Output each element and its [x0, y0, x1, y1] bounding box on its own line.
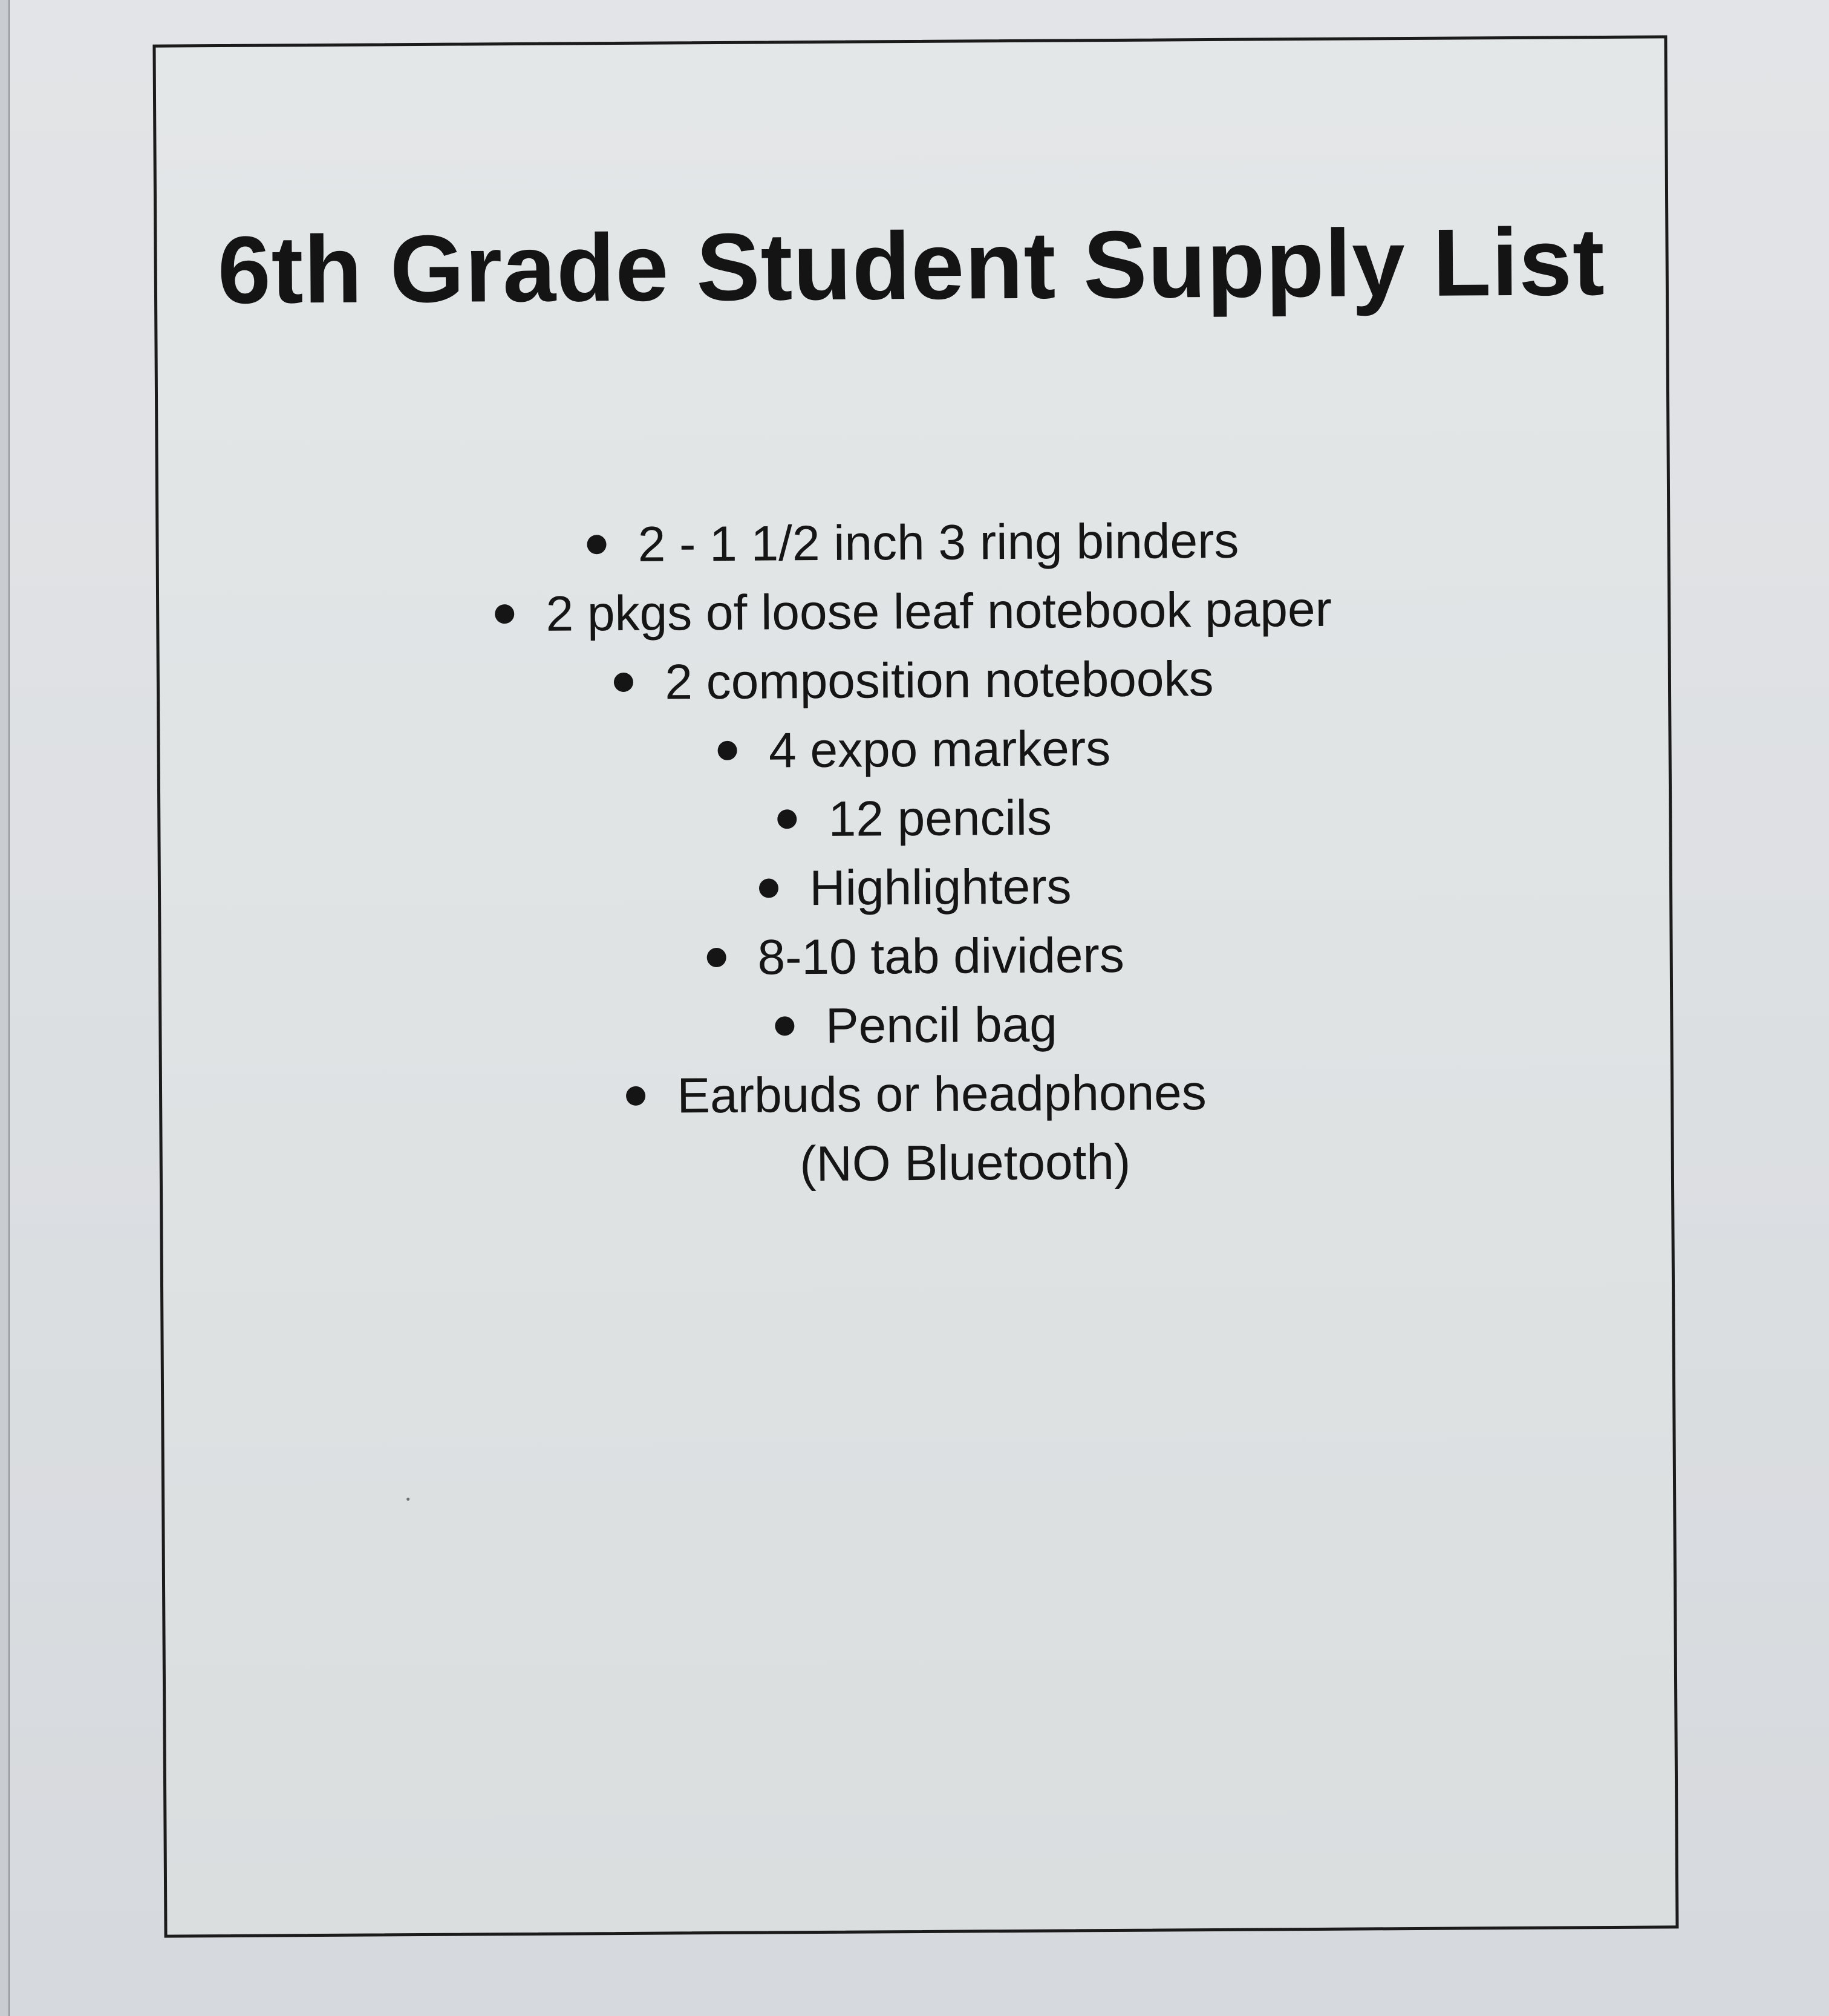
bullet-icon: [758, 879, 778, 898]
list-item-text: 12 pencils: [828, 790, 1052, 847]
list-item-text: 4 expo markers: [768, 721, 1111, 778]
list-item: [161, 849, 1670, 927]
list-item-text: Earbuds or headphones: [677, 1065, 1207, 1124]
bullet-icon: [778, 810, 797, 829]
bullet-icon: [775, 1017, 794, 1036]
list-item: [158, 504, 1668, 582]
list-item-text: 8-10 tab dividers: [757, 927, 1125, 985]
bullet-icon: [626, 1086, 645, 1106]
bullet-icon: [706, 948, 726, 967]
supply-list-sheet: [152, 35, 1678, 1937]
page-title: 6th Grade Student Supply List: [217, 209, 1606, 324]
list-item-text: Pencil bag: [825, 997, 1058, 1054]
list-item-text: 2 composition notebooks: [665, 651, 1214, 710]
bullet-icon: [587, 535, 607, 554]
list-item: [159, 573, 1668, 651]
bullet-icon: [614, 673, 633, 692]
list-item-text: 2 - 1 1/2 inch 3 ring binders: [637, 513, 1239, 572]
list-item: [162, 1055, 1671, 1134]
list-item: [161, 918, 1670, 996]
list-item-text: 2 pkgs of loose leaf notebook paper: [546, 581, 1332, 642]
list-item: [160, 711, 1669, 789]
list-item: [161, 987, 1671, 1065]
list-item: [160, 780, 1669, 858]
list-item-note: (NO Bluetooth): [800, 1134, 1131, 1192]
paper-speck: [406, 1498, 409, 1501]
page-edge-left: [0, 0, 10, 2016]
list-item-text: Highlighters: [809, 859, 1072, 916]
supply-list: [158, 504, 1671, 1202]
bullet-icon: [718, 741, 737, 760]
bullet-icon: [495, 604, 514, 624]
list-item: [160, 642, 1669, 720]
